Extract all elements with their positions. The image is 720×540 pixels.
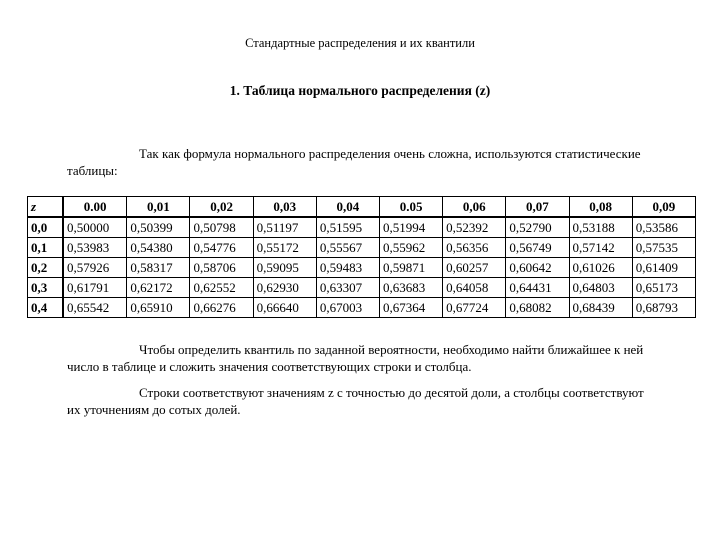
table-cell: 0,68793 [632, 298, 695, 318]
table-cell: 0,53586 [632, 217, 695, 238]
intro-paragraph [67, 145, 657, 179]
row-header-z: 0,1 [28, 238, 64, 258]
table-row [28, 238, 696, 258]
table-cell: 0,63307 [316, 278, 379, 298]
table-cell: 0,66640 [253, 298, 316, 318]
page-title: Стандартные распределения и их квантили [245, 36, 475, 50]
table-row [28, 278, 696, 298]
table-cell: 0,61791 [63, 278, 127, 298]
table-cell: 0,62172 [127, 278, 190, 298]
table-cell: 0,58706 [190, 258, 253, 278]
table-cell: 0,64431 [506, 278, 569, 298]
column-header: 0,02 [190, 197, 253, 218]
normal-distribution-table [27, 196, 696, 318]
table-cell: 0,59483 [316, 258, 379, 278]
column-header: 0,04 [316, 197, 379, 218]
column-header: 0,08 [569, 197, 632, 218]
table-cell: 0,50399 [127, 217, 190, 238]
explanation-text-2: Строки соответствуют значениям z с точностью до десятой доли, а столбцы соответствуют их уточнениям до сотых долей. [67, 385, 644, 417]
table-cell: 0,67003 [316, 298, 379, 318]
column-header: 0,09 [632, 197, 695, 218]
section-title: 1. Таблица нормального распределения (z) [229, 83, 491, 98]
table-cell: 0,64058 [443, 278, 506, 298]
table-cell: 0,51994 [380, 217, 443, 238]
column-header: 0,01 [127, 197, 190, 218]
table-cell: 0,61409 [632, 258, 695, 278]
table-cell: 0,62930 [253, 278, 316, 298]
table-cell: 0,67364 [380, 298, 443, 318]
table-cell: 0,65173 [632, 278, 695, 298]
table-cell: 0,63683 [380, 278, 443, 298]
table-cell: 0,51595 [316, 217, 379, 238]
table-cell: 0,52392 [443, 217, 506, 238]
table-cell: 0,59095 [253, 258, 316, 278]
table-cell: 0,52790 [506, 217, 569, 238]
row-header-z: 0,3 [28, 278, 64, 298]
table-cell: 0,54776 [190, 238, 253, 258]
row-header-z: 0,0 [28, 217, 64, 238]
table-corner-z: z [28, 197, 64, 218]
table-cell: 0,61026 [569, 258, 632, 278]
table-cell: 0,57142 [569, 238, 632, 258]
table-cell: 0,55962 [380, 238, 443, 258]
table-cell: 0,60257 [443, 258, 506, 278]
table-cell: 0,51197 [253, 217, 316, 238]
table-row [28, 258, 696, 278]
explanation-text-1: Чтобы определить квантиль по заданной вероятности, необходимо найти ближайшее к ней число в таблице и сложить значения соответствующих строки и столбца. [67, 342, 644, 374]
row-header-z: 0,4 [28, 298, 64, 318]
table-cell: 0,55567 [316, 238, 379, 258]
table-cell: 0,55172 [253, 238, 316, 258]
column-header: 0.05 [380, 197, 443, 218]
explanation-paragraph-2 [67, 384, 657, 418]
column-header: 0,07 [506, 197, 569, 218]
table-cell: 0,68082 [506, 298, 569, 318]
table-row [28, 298, 696, 318]
table-header-row [28, 197, 696, 218]
table-cell: 0,50798 [190, 217, 253, 238]
table-cell: 0,65542 [63, 298, 127, 318]
table-cell: 0,56356 [443, 238, 506, 258]
table-row [28, 217, 696, 238]
intro-text: Так как формула нормального распределения очень сложна, используются статистические таблицы: [67, 146, 641, 178]
table-cell: 0,53188 [569, 217, 632, 238]
table-cell: 0,58317 [127, 258, 190, 278]
table-cell: 0,54380 [127, 238, 190, 258]
table-cell: 0,65910 [127, 298, 190, 318]
table-cell: 0,66276 [190, 298, 253, 318]
explanation-paragraph-1 [67, 341, 657, 375]
column-header: 0.00 [63, 197, 127, 218]
table-cell: 0,56749 [506, 238, 569, 258]
table-cell: 0,59871 [380, 258, 443, 278]
row-header-z: 0,2 [28, 258, 64, 278]
table-cell: 0,64803 [569, 278, 632, 298]
column-header: 0,03 [253, 197, 316, 218]
table-cell: 0,53983 [63, 238, 127, 258]
table-cell: 0,50000 [63, 217, 127, 238]
column-header: 0,06 [443, 197, 506, 218]
table-cell: 0,68439 [569, 298, 632, 318]
table-cell: 0,62552 [190, 278, 253, 298]
table-cell: 0,60642 [506, 258, 569, 278]
table-cell: 0,67724 [443, 298, 506, 318]
table-cell: 0,57926 [63, 258, 127, 278]
table-cell: 0,57535 [632, 238, 695, 258]
